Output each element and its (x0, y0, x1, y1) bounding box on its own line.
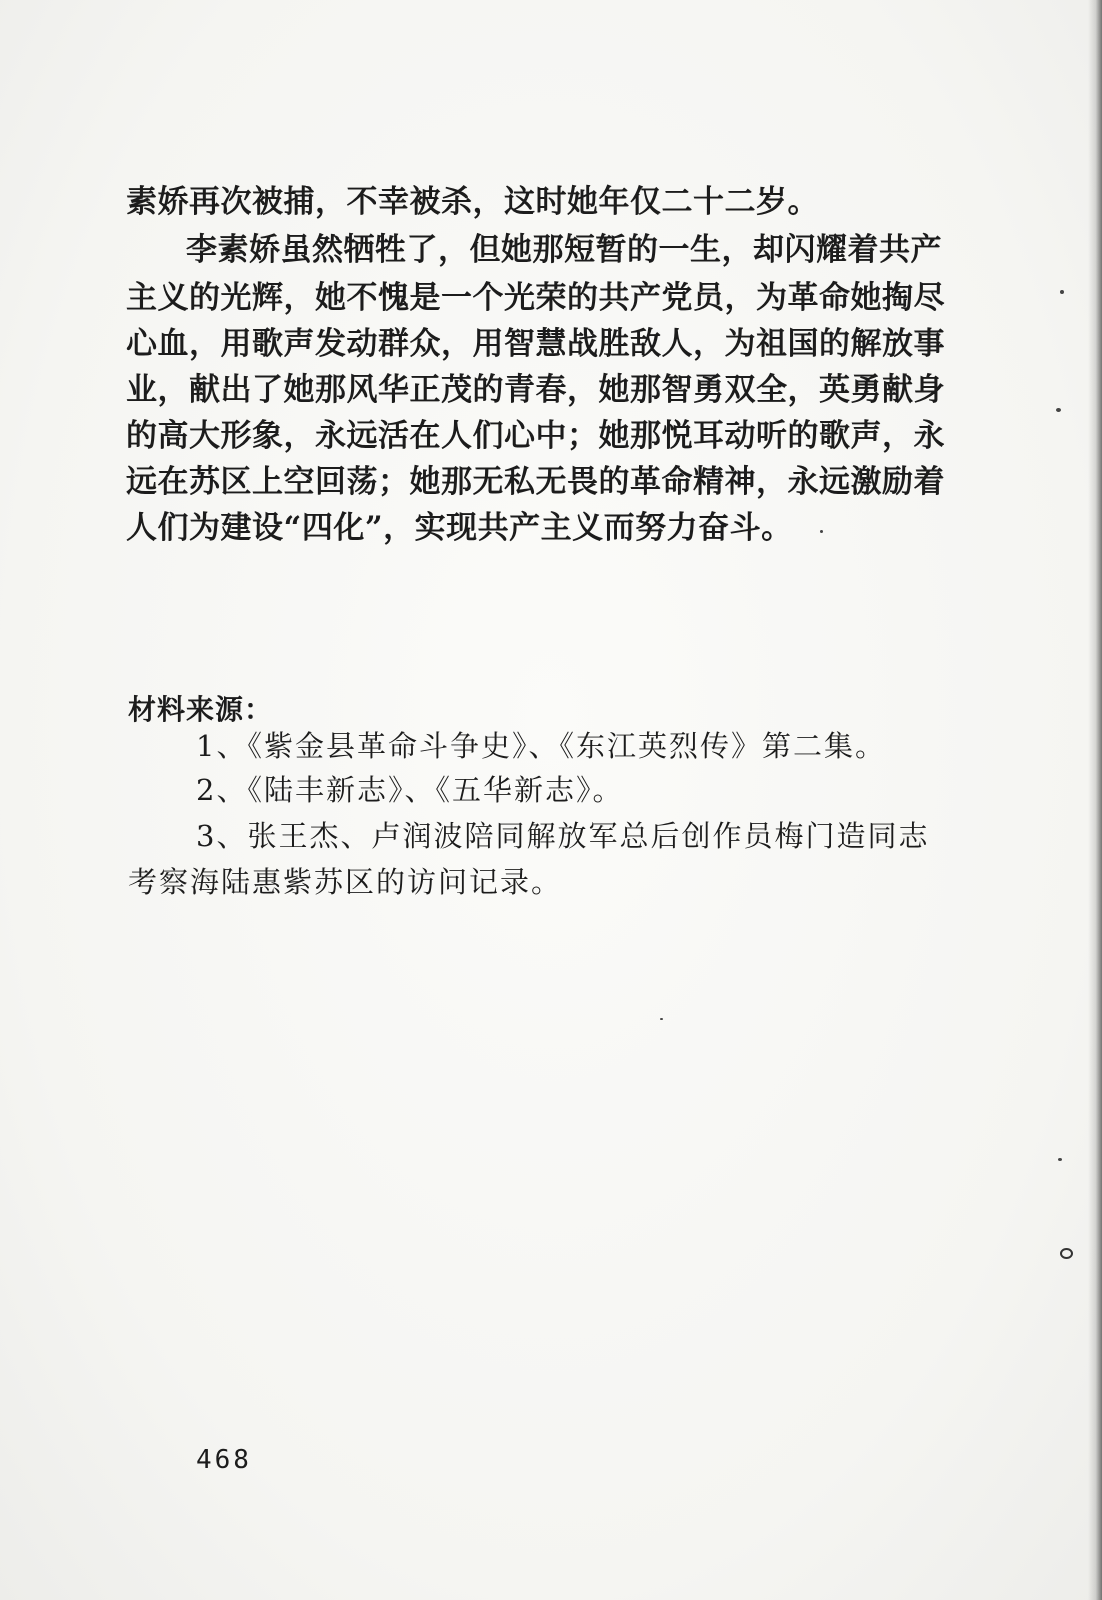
body-line-8: 人们为建设“四化”，实现共产主义而努力奋斗。 (126, 510, 793, 546)
body-line-7: 远在苏区上空回荡；她那无私无畏的革命精神，永远激励着 (126, 464, 945, 500)
body-line-1: 素娇再次被捕，不幸被杀，这时她年仅二十二岁。 (126, 184, 819, 220)
scan-speck (1060, 290, 1064, 294)
source-item-1: 1、《紫金县革命斗争史》、《东江英烈传》第二集。 (196, 729, 886, 763)
body-paragraph-start: 李素娇虽然牺牲了，但她那短暂的一生，却闪耀着共产 (186, 232, 942, 268)
body-line-5: 业，献出了她那风华正茂的青春，她那智勇双全，英勇献身 (126, 372, 945, 408)
source-item-3-continuation: 考察海陆惠紫苏区的访问记录。 (128, 865, 563, 899)
page-edge-shadow (1088, 0, 1102, 1600)
sources-heading: 材料来源： (128, 693, 274, 726)
body-line-6: 的高大形象，永远活在人们心中；她那悦耳动听的歌声，永 (126, 418, 945, 454)
scan-speck (1058, 1158, 1062, 1161)
body-line-3: 主义的光辉，她不愧是一个光荣的共产党员，为革命她掏尽 (126, 280, 945, 316)
scan-speck (820, 530, 823, 533)
source-item-3: 3、张王杰、卢润波陪同解放军总后创作员梅门造同志 (196, 819, 930, 853)
scan-speck (660, 1018, 663, 1020)
page-number: 468 (196, 1445, 252, 1475)
scan-speck (1056, 408, 1061, 412)
scan-speck (1060, 1248, 1073, 1259)
body-line-4: 心血，用歌声发动群众，用智慧战胜敌人，为祖国的解放事 (126, 326, 945, 362)
source-item-2: 2、《陆丰新志》、《五华新志》。 (196, 773, 624, 807)
